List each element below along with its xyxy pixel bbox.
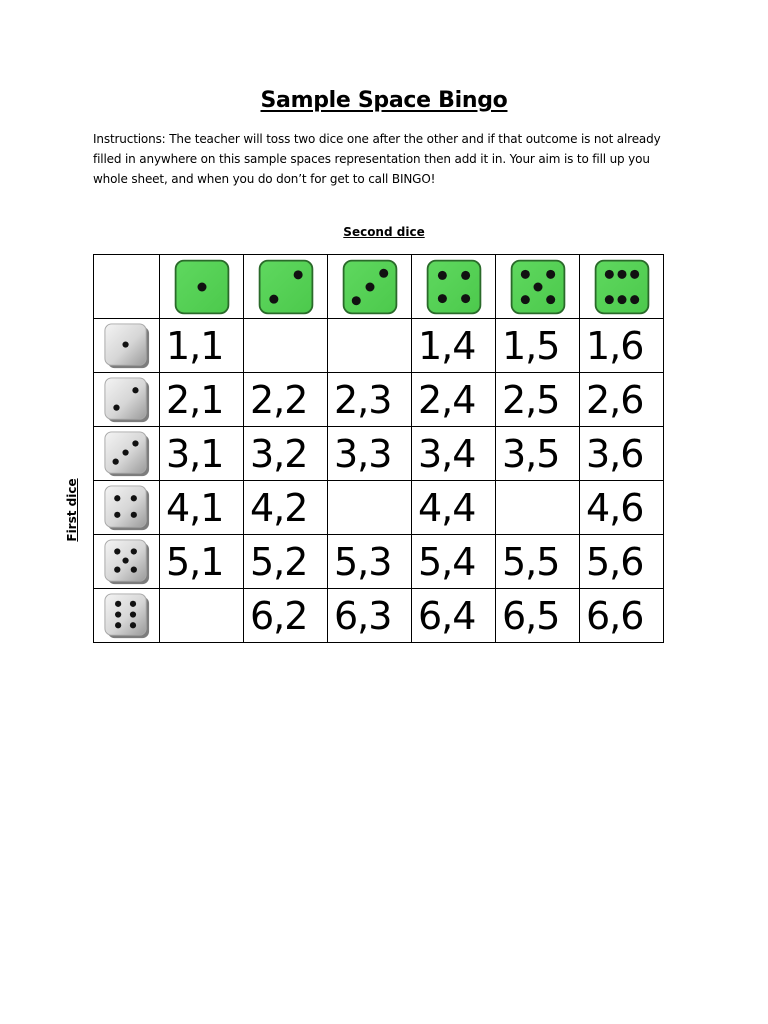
die-one-icon xyxy=(160,257,243,317)
grid-row xyxy=(94,427,664,481)
die-six-icon xyxy=(94,592,159,640)
outcome-cell[interactable]: 3,5 xyxy=(496,427,580,481)
die-five-icon xyxy=(496,257,579,317)
outcome-cell[interactable]: 1,6 xyxy=(580,319,664,373)
outcome-cell[interactable] xyxy=(244,319,328,373)
outcome-cell[interactable]: 3,2 xyxy=(244,427,328,481)
outcome-cell[interactable]: 6,5 xyxy=(496,589,580,643)
die-six-icon xyxy=(580,257,663,317)
second-dice-cell xyxy=(412,255,496,319)
second-dice-cell xyxy=(244,255,328,319)
outcome-cell[interactable]: 4,6 xyxy=(580,481,664,535)
die-two-icon xyxy=(94,376,159,424)
die-four-icon xyxy=(412,257,495,317)
outcome-cell[interactable]: 1,1 xyxy=(160,319,244,373)
outcome-cell[interactable]: 5,2 xyxy=(244,535,328,589)
outcome-cell[interactable]: 4,4 xyxy=(412,481,496,535)
outcome-cell[interactable]: 3,4 xyxy=(412,427,496,481)
outcome-cell[interactable]: 3,1 xyxy=(160,427,244,481)
outcome-cell[interactable]: 3,6 xyxy=(580,427,664,481)
instructions-text: Instructions: The teacher will toss two dice one after the other and if that outcome is not already filled in anywhere on this sample spaces representation then add it in. Your aim is to fill up you whole sheet, and when you do don’t for get to call BINGO! xyxy=(93,132,661,186)
grid-row xyxy=(94,589,664,643)
die-one-icon xyxy=(94,322,159,370)
first-dice-cell xyxy=(94,589,160,643)
outcome-cell[interactable]: 1,4 xyxy=(412,319,496,373)
outcome-cell[interactable]: 2,1 xyxy=(160,373,244,427)
die-five-icon xyxy=(94,538,159,586)
grid-row xyxy=(94,535,664,589)
die-three-icon xyxy=(94,430,159,478)
outcome-cell[interactable]: 5,1 xyxy=(160,535,244,589)
outcome-cell[interactable]: 2,4 xyxy=(412,373,496,427)
second-dice-cell xyxy=(160,255,244,319)
outcome-cell[interactable]: 5,4 xyxy=(412,535,496,589)
outcome-cell[interactable] xyxy=(328,481,412,535)
outcome-cell[interactable]: 5,6 xyxy=(580,535,664,589)
corner-cell xyxy=(94,255,160,319)
die-three-icon xyxy=(328,257,411,317)
outcome-cell[interactable]: 1,5 xyxy=(496,319,580,373)
second-dice-cell xyxy=(580,255,664,319)
outcome-cell[interactable]: 6,3 xyxy=(328,589,412,643)
grid-row xyxy=(94,481,664,535)
second-dice-cell xyxy=(496,255,580,319)
outcome-cell[interactable]: 4,1 xyxy=(160,481,244,535)
die-two-icon xyxy=(244,257,327,317)
first-dice-label: First dice xyxy=(65,478,79,542)
outcome-cell[interactable]: 6,4 xyxy=(412,589,496,643)
second-dice-cell xyxy=(328,255,412,319)
outcome-cell[interactable] xyxy=(328,319,412,373)
outcome-cell[interactable]: 5,5 xyxy=(496,535,580,589)
die-four-icon xyxy=(94,484,159,532)
outcome-cell[interactable] xyxy=(160,589,244,643)
grid-row xyxy=(94,373,664,427)
second-dice-label: Second dice xyxy=(343,225,425,239)
outcome-cell[interactable]: 2,2 xyxy=(244,373,328,427)
outcome-cell[interactable]: 5,3 xyxy=(328,535,412,589)
outcome-cell[interactable]: 2,5 xyxy=(496,373,580,427)
outcome-cell[interactable]: 4,2 xyxy=(244,481,328,535)
first-dice-cell xyxy=(94,481,160,535)
grid-row xyxy=(94,319,664,373)
first-dice-cell xyxy=(94,319,160,373)
outcome-cell[interactable]: 6,6 xyxy=(580,589,664,643)
bingo-grid xyxy=(93,254,664,643)
first-dice-cell xyxy=(94,535,160,589)
second-dice-header-row xyxy=(94,255,664,319)
first-dice-cell xyxy=(94,373,160,427)
outcome-cell[interactable]: 3,3 xyxy=(328,427,412,481)
outcome-cell[interactable]: 2,6 xyxy=(580,373,664,427)
page-title: Sample Space Bingo xyxy=(260,88,508,113)
outcome-cell[interactable]: 6,2 xyxy=(244,589,328,643)
outcome-cell[interactable] xyxy=(496,481,580,535)
outcome-cell[interactable]: 2,3 xyxy=(328,373,412,427)
first-dice-cell xyxy=(94,427,160,481)
